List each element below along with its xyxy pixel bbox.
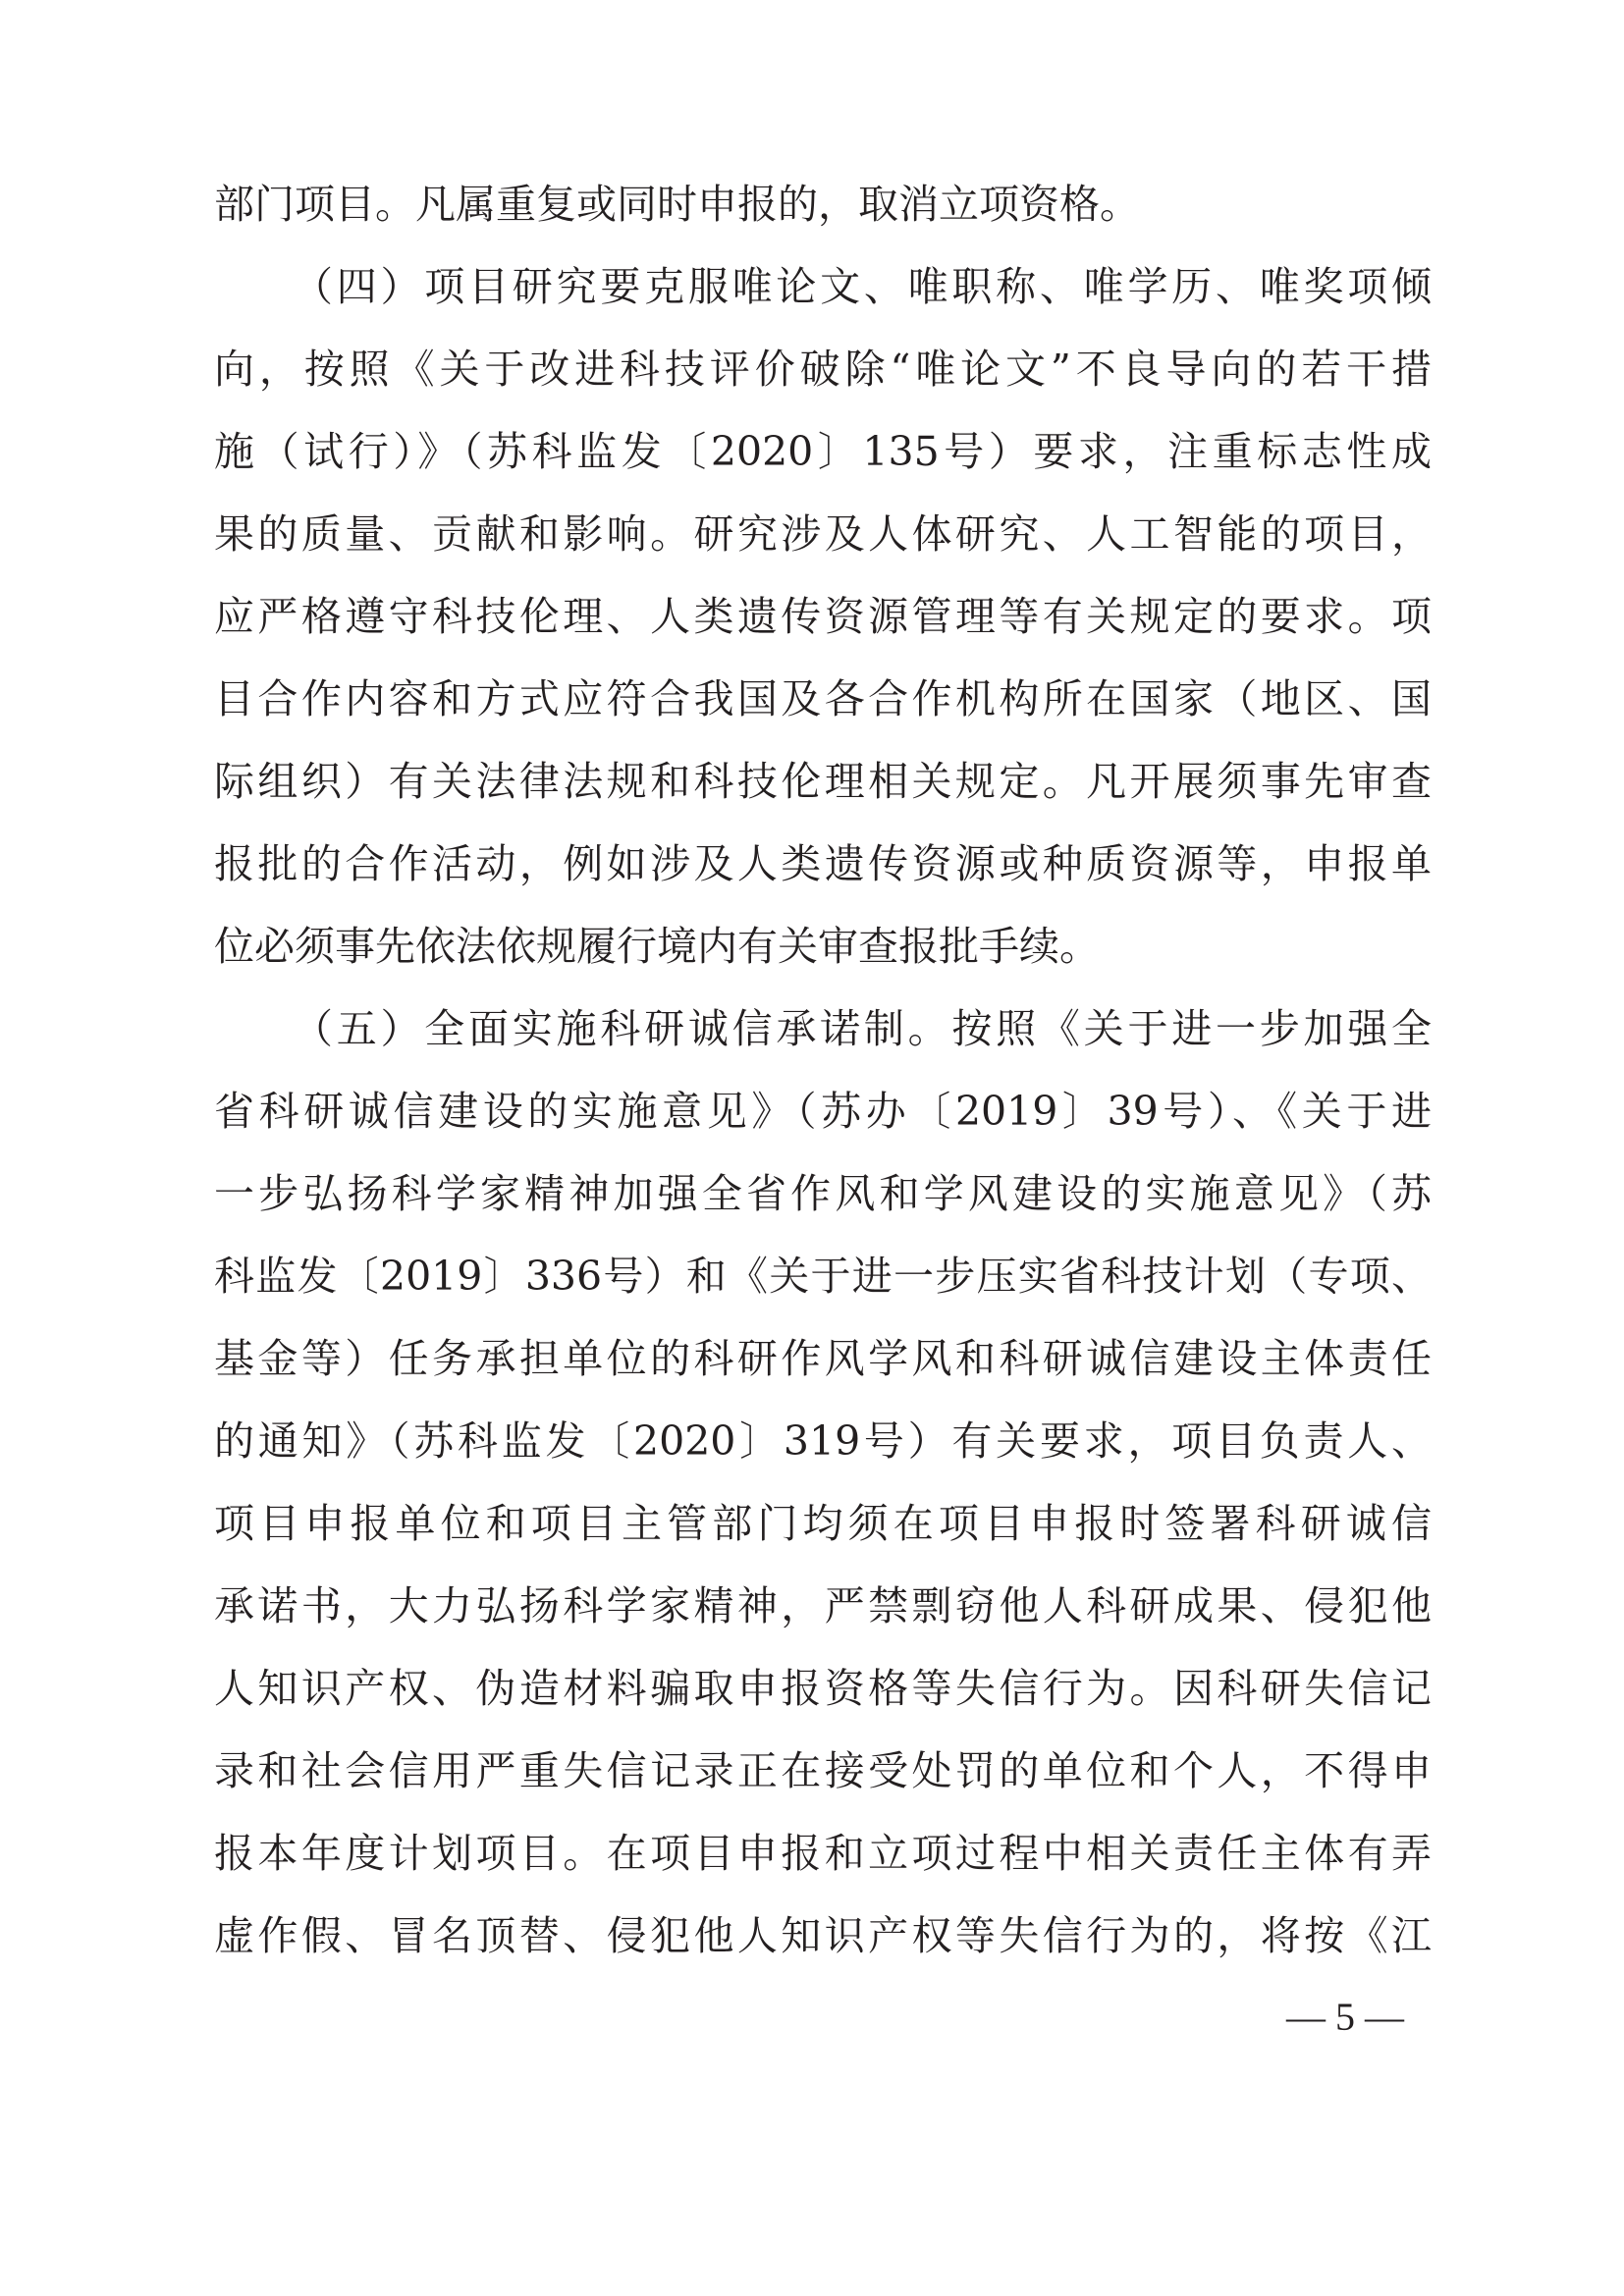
paragraph-4-line: 报批的合作活动，例如涉及人类遗传资源或种质资源等，申报单 xyxy=(214,840,1432,887)
paragraph-4-line: 果的质量、贡献和影响。研究涉及人体研究、人工智能的项目， xyxy=(214,510,1432,558)
paragraph-3-end-line: 部门项目。凡属重复或同时申报的，取消立项资格。 xyxy=(214,181,1140,228)
paragraph-5-line: 人知识产权、伪造材料骗取申报资格等失信行为。因科研失信记 xyxy=(214,1665,1432,1712)
page-number: — 5 — xyxy=(1286,1995,1404,2039)
paragraph-5-line: 省科研诚信建设的实施意见》（苏办〔2019〕39号）、《关于进 xyxy=(214,1088,1432,1135)
paragraph-4-line: 目合作内容和方式应符合我国及各合作机构所在国家（地区、国 xyxy=(214,675,1432,722)
paragraph-5-line: 录和社会信用严重失信记录正在接受处罚的单位和个人，不得申 xyxy=(214,1747,1432,1794)
paragraph-4-line: 际组织）有关法律法规和科技伦理相关规定。凡开展须事先审查 xyxy=(214,758,1432,805)
paragraph-5-first-line: （五）全面实施科研诚信承诺制。按照《关于进一步加强全 xyxy=(293,1005,1432,1052)
paragraph-5-line: 报本年度计划项目。在项目申报和立项过程中相关责任主体有弄 xyxy=(214,1830,1432,1877)
paragraph-4-line: 应严格遵守科技伦理、人类遗传资源管理等有关规定的要求。项 xyxy=(214,593,1432,640)
paragraph-4-last-line: 位必须事先依法依规履行境内有关审查报批手续。 xyxy=(214,923,1100,970)
paragraph-4-line: 施（试行）》（苏科监发〔2020〕135号）要求，注重标志性成 xyxy=(214,428,1432,475)
paragraph-5-line: 科监发〔2019〕336号）和《关于进一步压实省科技计划（专项、 xyxy=(214,1253,1432,1300)
paragraph-5-line: 一步弘扬科学家精神加强全省作风和学风建设的实施意见》（苏 xyxy=(214,1170,1432,1217)
paragraph-5-line: 项目申报单位和项目主管部门均须在项目申报时签署科研诚信 xyxy=(214,1500,1432,1547)
paragraph-5-line: 承诺书，大力弘扬科学家精神，严禁剽窃他人科研成果、侵犯他 xyxy=(214,1582,1432,1629)
paragraph-4-line: 向，按照《关于改进科技评价破除“唯论文”不良导向的若干措 xyxy=(214,346,1432,393)
paragraph-5-line: 基金等）任务承担单位的科研作风学风和科研诚信建设主体责任 xyxy=(214,1335,1432,1382)
paragraph-5-line: 虚作假、冒名顶替、侵犯他人知识产权等失信行为的，将按《江 xyxy=(214,1912,1432,1959)
paragraph-5-line: 的通知》（苏科监发〔2020〕319号）有关要求，项目负责人、 xyxy=(214,1417,1432,1465)
paragraph-4-first-line: （四）项目研究要克服唯论文、唯职称、唯学历、唯奖项倾 xyxy=(293,263,1432,310)
